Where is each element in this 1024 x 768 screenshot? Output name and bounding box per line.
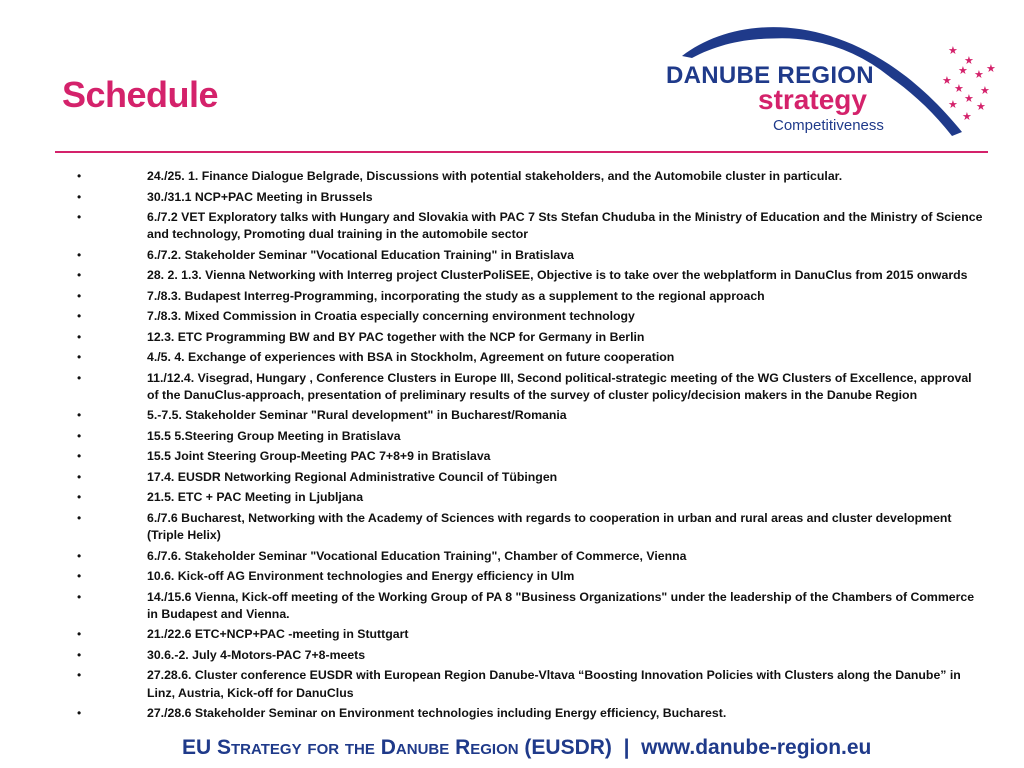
list-item-text: 24./25. 1. Finance Dialogue Belgrade, Discussions with potential stakeholders, and the Automobile cluster in particular. bbox=[147, 169, 843, 183]
svg-text:★: ★ bbox=[986, 62, 996, 75]
bullet-icon: • bbox=[77, 309, 82, 324]
list-item-text: 7./8.3. Mixed Commission in Croatia especially concerning environment technology bbox=[147, 309, 635, 324]
footer-separator: | bbox=[623, 736, 630, 759]
page-title: Schedule bbox=[62, 74, 219, 115]
list-item bbox=[70, 647, 985, 664]
bullet-icon: • bbox=[77, 469, 82, 484]
list-item-text: 10.6. Kick-off AG Environment technologies and Energy efficiency in Ulm bbox=[147, 569, 575, 584]
list-item bbox=[70, 705, 985, 722]
list-item-text: 27.28.6. Cluster conference EUSDR with European Region Danube-Vltava “Boosting Innovation Policies with Clusters along the Danube” in Linz, Austria, Kick-off for DanuClus bbox=[147, 668, 961, 700]
svg-text:★: ★ bbox=[980, 84, 990, 97]
list-item-text: 30.6.-2. July 4-Motors-PAC 7+8-meets bbox=[147, 647, 366, 662]
danube-region-strategy-logo bbox=[662, 14, 1012, 139]
list-item-text: 21.5. ETC + PAC Meeting in Ljubljana bbox=[147, 490, 364, 505]
bullet-icon: • bbox=[77, 510, 82, 525]
list-item-text: 6./7.2 VET Exploratory talks with Hungary and Slovakia with PAC 7 Sts Stefan Chuduba in the Ministry of Education and the Ministry of Science and technology, Promoting dual training in the automobile sector bbox=[147, 210, 983, 242]
bullet-icon: • bbox=[77, 247, 82, 262]
svg-text:★: ★ bbox=[964, 92, 974, 105]
list-item bbox=[70, 288, 985, 305]
list-item-text: 17.4. EUSDR Networking Regional Administrative Council of Tübingen bbox=[147, 469, 558, 484]
bullet-icon: • bbox=[77, 169, 82, 183]
list-item bbox=[70, 589, 985, 623]
bullet-icon: • bbox=[77, 350, 82, 365]
bullet-icon: • bbox=[77, 647, 82, 662]
list-item bbox=[70, 370, 985, 404]
bullet-icon: • bbox=[77, 706, 82, 721]
list-item bbox=[70, 407, 985, 424]
bullet-icon: • bbox=[77, 288, 82, 303]
svg-text:★: ★ bbox=[976, 100, 986, 113]
bullet-icon: • bbox=[77, 589, 82, 604]
svg-text:★: ★ bbox=[948, 98, 958, 111]
list-item bbox=[70, 209, 985, 243]
bullet-icon: • bbox=[77, 370, 82, 385]
list-item bbox=[70, 247, 985, 264]
list-item-text: 6./7.6. Stakeholder Seminar "Vocational Education Training", Chamber of Commerce, Vienna bbox=[147, 548, 687, 563]
title-divider bbox=[55, 151, 988, 153]
list-item-text: 12.3. ETC Programming BW and BY PAC together with the NCP for Germany in Berlin bbox=[147, 329, 645, 344]
list-item bbox=[70, 267, 985, 284]
list-item bbox=[70, 329, 985, 346]
list-item bbox=[70, 428, 985, 445]
bullet-icon: • bbox=[77, 210, 82, 224]
footer-banner bbox=[182, 736, 871, 760]
bullet-icon: • bbox=[77, 548, 82, 563]
list-item-text: 11./12.4. Visegrad, Hungary , Conference Clusters in Europe III, Second political-strategic meeting of the WG Clusters of Excellence, approval of the DanuClus-approach, presentation of preliminary results of the survey of cluster policy/decision makers in the Danube Region bbox=[147, 370, 972, 402]
list-item bbox=[70, 469, 985, 486]
list-item bbox=[70, 308, 985, 325]
list-item-text: 7./8.3. Budapest Interreg-Programming, incorporating the study as a supplement to the regional approach bbox=[147, 288, 765, 303]
list-item-text: 28. 2. 1.3. Vienna Networking with Interreg project ClusterPoliSEE, Objective is to take over the webplatform in DanuClus from 2015 onwards bbox=[147, 268, 968, 283]
bullet-icon: • bbox=[77, 189, 82, 204]
svg-text:★: ★ bbox=[958, 64, 968, 77]
footer-url-link[interactable]: www.danube-region.eu bbox=[641, 736, 872, 759]
list-item bbox=[70, 548, 985, 565]
svg-text:★: ★ bbox=[954, 82, 964, 95]
svg-text:★: ★ bbox=[964, 54, 974, 67]
list-item bbox=[70, 489, 985, 506]
list-item-text: 14./15.6 Vienna, Kick-off meeting of the Working Group of PA 8 "Business Organizations" under the leadership of the Chambers of Commerce in Budapest and Vienna. bbox=[147, 589, 975, 621]
svg-text:★: ★ bbox=[962, 110, 972, 123]
logo-line-competitiveness: Competitiveness bbox=[773, 117, 884, 134]
list-item-text: 30./31.1 NCP+PAC Meeting in Brussels bbox=[147, 189, 373, 204]
svg-text:★: ★ bbox=[974, 68, 984, 81]
svg-text:★: ★ bbox=[942, 74, 952, 87]
bullet-icon: • bbox=[77, 428, 82, 443]
list-item-text: 6./7.2. Stakeholder Seminar "Vocational Education Training" in Bratislava bbox=[147, 247, 574, 262]
list-item bbox=[70, 168, 985, 185]
bullet-icon: • bbox=[77, 627, 82, 642]
bullet-icon: • bbox=[77, 408, 82, 423]
list-item-text: 4./5. 4. Exchange of experiences with BSA in Stockholm, Agreement on future cooperation bbox=[147, 350, 675, 365]
list-item bbox=[70, 510, 985, 544]
logo-line-danube-region: DANUBE REGION bbox=[666, 62, 874, 89]
bullet-icon: • bbox=[77, 668, 82, 683]
list-item-text: 6./7.6 Bucharest, Networking with the Academy of Sciences with regards to cooperation in urban and rural areas and cluster development (Triple Helix) bbox=[147, 510, 952, 543]
logo-line-strategy: strategy bbox=[758, 84, 867, 115]
list-item-text: 15.5 Joint Steering Group-Meeting PAC 7+8+9 in Bratislava bbox=[147, 449, 491, 464]
bullet-icon: • bbox=[77, 329, 82, 344]
list-item-text: 27./28.6 Stakeholder Seminar on Environment technologies including Energy efficiency, Bucharest. bbox=[147, 706, 727, 721]
bullet-icon: • bbox=[77, 268, 82, 283]
list-item-text: 15.5 5.Steering Group Meeting in Bratislava bbox=[147, 428, 401, 443]
footer-strategy-name: EU Strategy for the Danube Region (EUSDR) bbox=[182, 736, 612, 759]
svg-text:★: ★ bbox=[948, 44, 958, 57]
list-item bbox=[70, 568, 985, 585]
list-item bbox=[70, 349, 985, 366]
bullet-icon: • bbox=[77, 449, 82, 464]
list-item bbox=[70, 626, 985, 643]
bullet-icon: • bbox=[77, 569, 82, 584]
list-item bbox=[70, 667, 985, 701]
list-item-text: 21./22.6 ETC+NCP+PAC -meeting in Stuttgart bbox=[147, 627, 409, 642]
list-item-text: 5.-7.5. Stakeholder Seminar "Rural development" in Bucharest/Romania bbox=[147, 408, 567, 423]
list-item bbox=[70, 448, 985, 465]
schedule-list bbox=[70, 168, 985, 726]
list-item bbox=[70, 189, 985, 206]
bullet-icon: • bbox=[77, 490, 82, 505]
